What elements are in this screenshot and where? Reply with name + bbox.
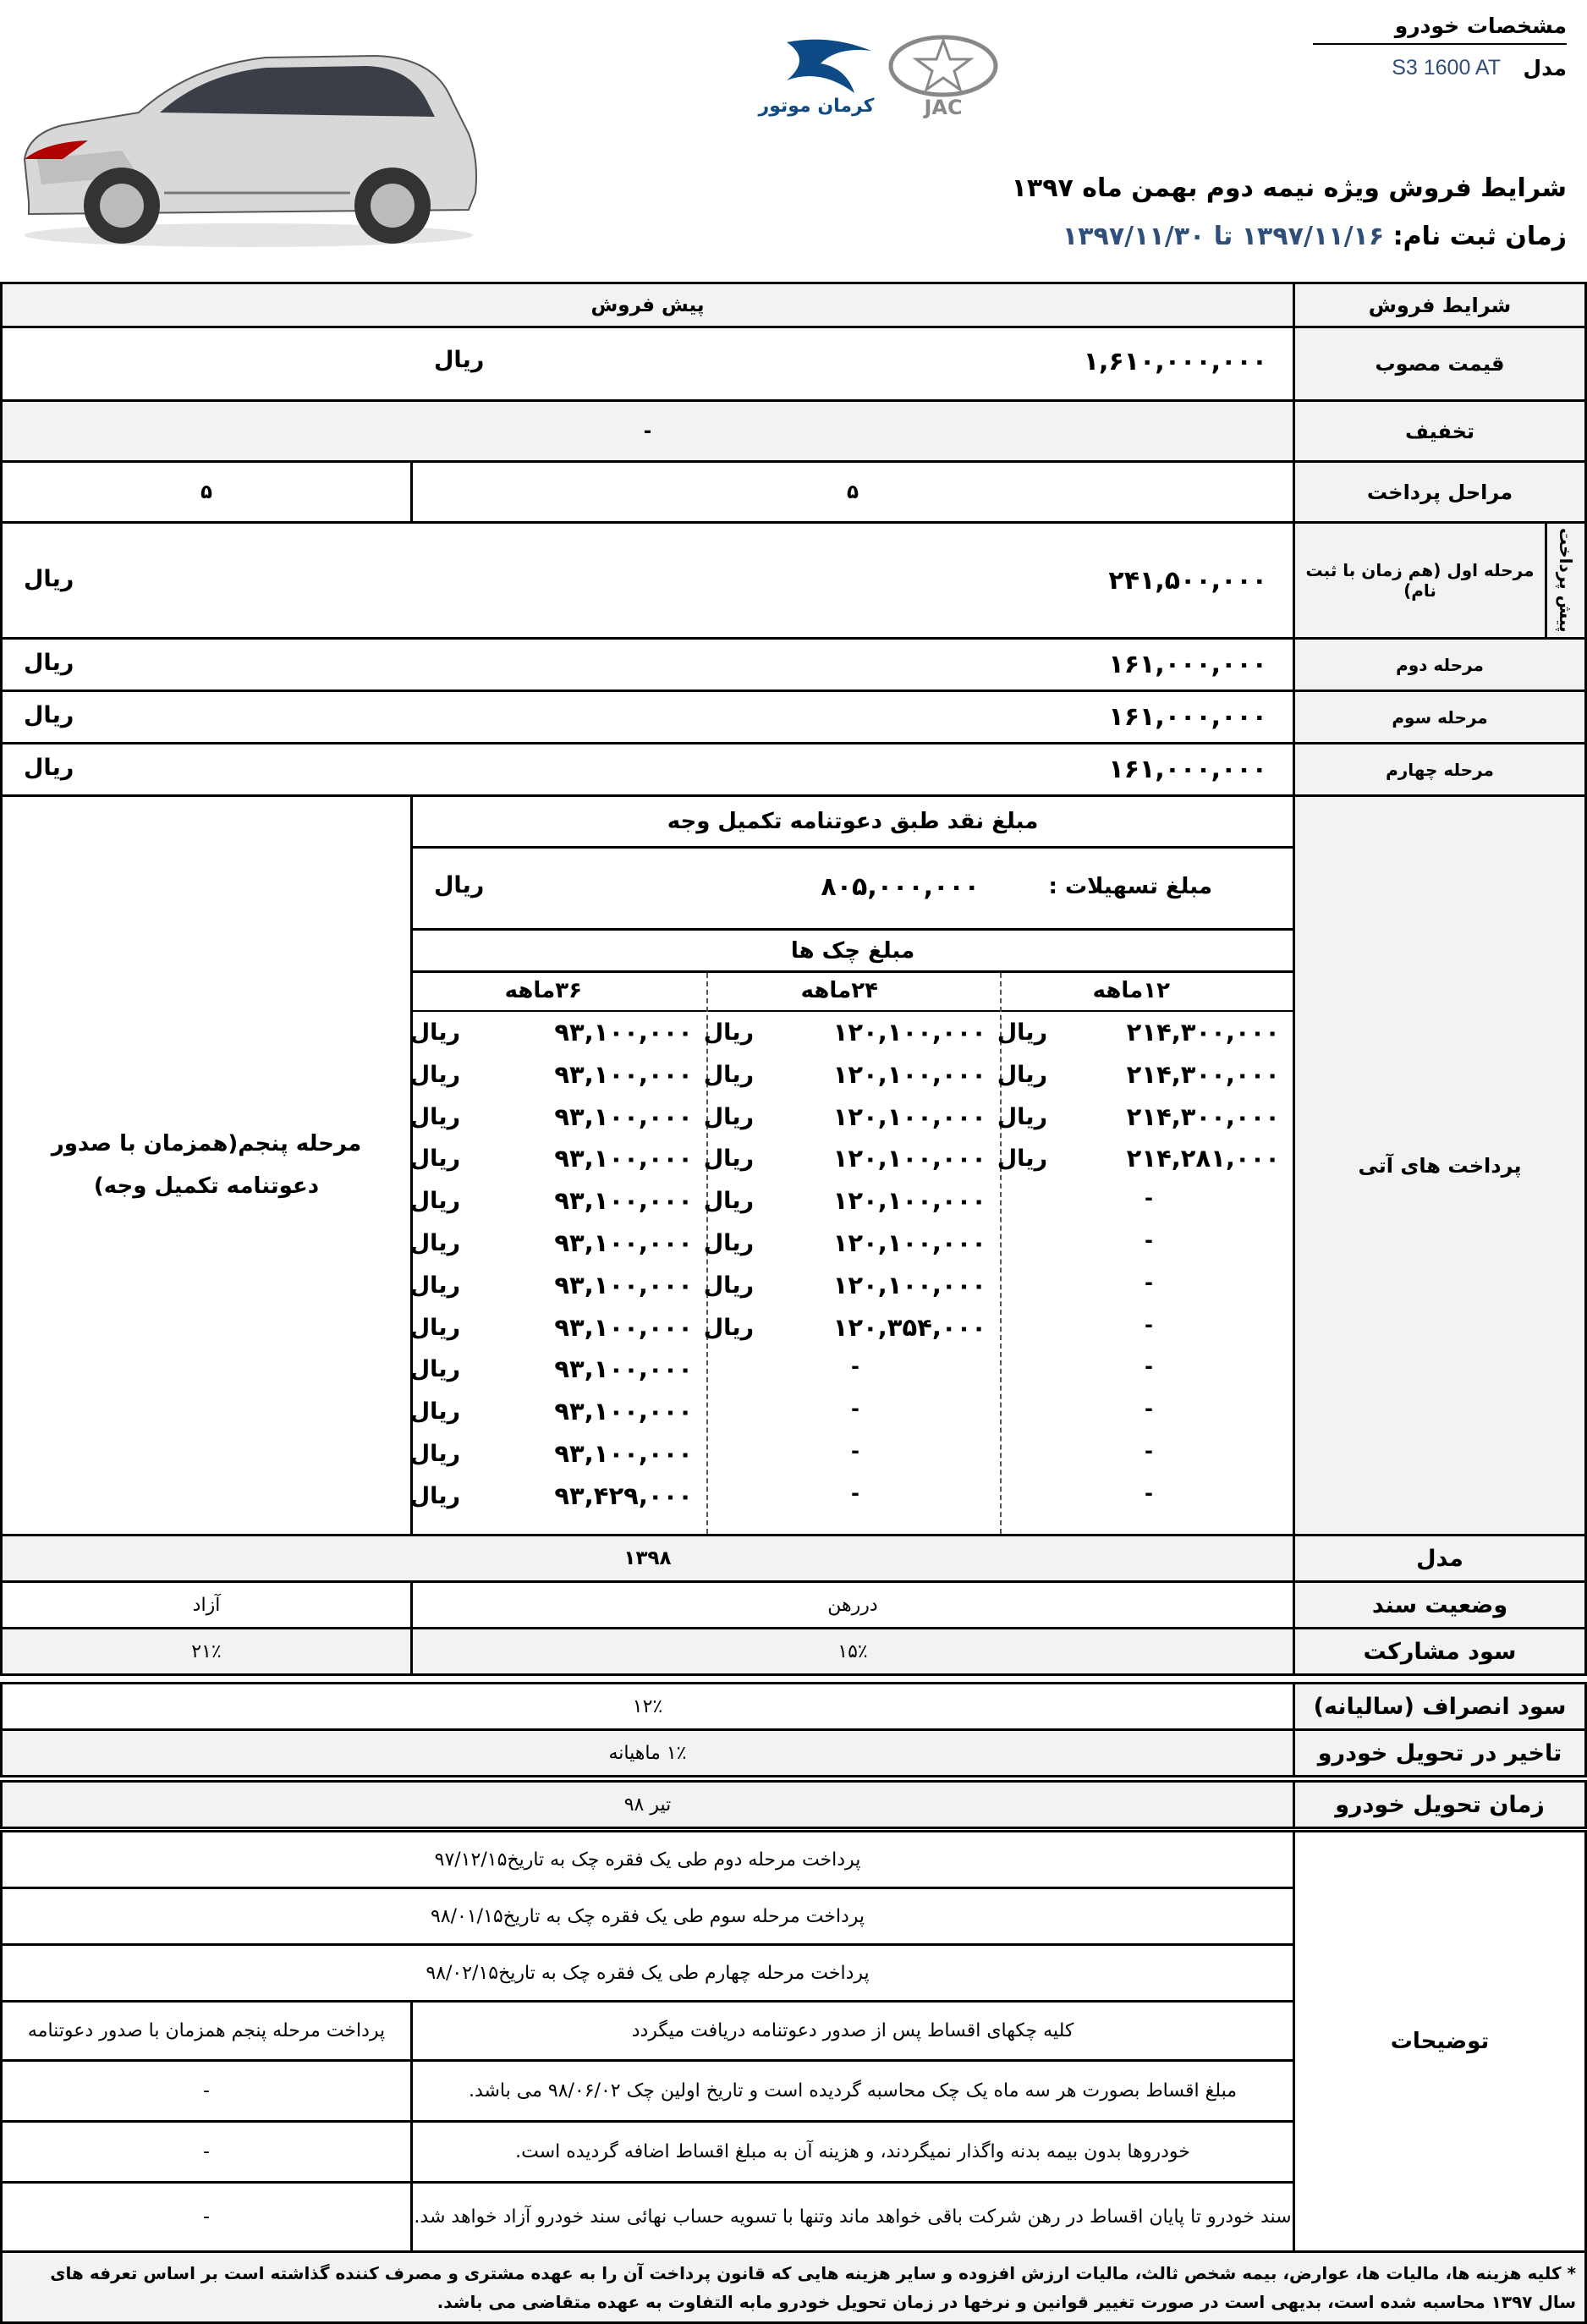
cheque-currency: ریال [703,1314,754,1341]
model-year: ۱۳۹۸ [0,1534,1295,1583]
cheque-value: ۹۳,۱۰۰,۰۰۰ [554,1439,693,1468]
cheque-currency: ریال [409,1482,460,1509]
label-future-payments: پرداخت های آتی [1293,794,1587,1536]
label-delivery-time: زمان تحویل خودرو [1293,1780,1587,1829]
cheques-label: مبلغ چک ها [413,931,1293,973]
stage1-cell [0,521,1295,640]
cheque-value: ۹۳,۱۰۰,۰۰۰ [554,1102,693,1131]
cheque-value: - [1145,1481,1153,1505]
doc-status-a: دررهن [410,1580,1295,1629]
payment-stages-a: ۵ [410,460,1295,524]
cheque-value: ۹۳,۱۰۰,۰۰۰ [554,1270,693,1299]
cheque-value: - [851,1397,859,1421]
label-model-year: مدل [1293,1534,1587,1583]
delivery-time: تیر ۹۸ [0,1780,1295,1829]
facility-currency: ریال [434,872,485,898]
note-item: خودروها بدون بیمه بدنه واگذار نمیگردند، و هزینه آن به مبلغ اقساط اضافه گردیده است. [410,2120,1295,2184]
cheque-value: - [1145,1186,1153,1211]
note-right-item: - [0,2059,413,2123]
facility-label: مبلغ تسهیلات : [1048,874,1212,899]
cheque-currency: ریال [997,1103,1047,1130]
jac-logo [884,34,1002,118]
stage2-cell [0,637,1295,692]
label-cancel-profit: سود انصراف (سالیانه) [1293,1682,1587,1731]
label-profit: سود مشارکت [1293,1627,1587,1676]
sales-table [0,282,1587,2324]
kerman-motor-logo [753,34,880,118]
doc-status-b: آزاد [0,1580,413,1629]
cheque-currency: ریال [409,1441,460,1467]
cheque-currency: ریال [997,1061,1047,1088]
label-approved-price: قیمت مصوب [1293,326,1587,402]
cheque-currency: ریال [409,1230,460,1256]
cheque-value: - [1145,1270,1153,1294]
cheque-currency: ریال [997,1019,1047,1046]
stage4-currency: ریال [24,755,74,781]
discount-value: - [0,399,1295,463]
col-divider-2 [1000,973,1002,1534]
cheque-value: ۱۲۰,۱۰۰,۰۰۰ [832,1270,986,1299]
facility-cell [410,846,1295,931]
note-item: پرداخت مرحله سوم طی یک فقره چک به تاریخ۹۸/۰۱/۱۵ [0,1887,1295,1946]
cheque-currency: ریال [703,1061,754,1088]
registration-dates: ۱۳۹۷/۱۱/۱۶ تا ۱۳۹۷/۱۱/۳۰ [1062,222,1385,251]
delivery-delay: ۱٪ ماهیانه [0,1728,1295,1777]
cheque-value: ۲۱۴,۳۰۰,۰۰۰ [1126,1018,1280,1047]
cheque-currency: ریال [409,1188,460,1215]
facility-value: ۸۰۵,۰۰۰,۰۰۰ [821,872,980,902]
label-doc-status: وضعیت سند [1293,1580,1587,1629]
stage3-currency: ریال [24,702,74,728]
model-label: مدل [1523,56,1567,80]
stage3-cell [0,690,1295,744]
cheque-value: ۱۲۰,۱۰۰,۰۰۰ [832,1059,986,1089]
col-36-months: ۳۶ماهه [504,978,582,1003]
cheque-value: - [1145,1312,1153,1337]
cheque-currency: ریال [409,1146,460,1173]
cheque-value: - [1145,1397,1153,1421]
cheque-value: ۹۳,۱۰۰,۰۰۰ [554,1354,693,1384]
approved-price-cell [0,326,1295,402]
cheque-value: ۹۳,۱۰۰,۰۰۰ [554,1397,693,1426]
svg-text:JAC: JAC [924,96,963,118]
label-delivery-delay: تاخیر در تحویل خودرو [1293,1728,1587,1777]
cheques-block [410,928,1295,1536]
cheque-value: ۹۳,۱۰۰,۰۰۰ [554,1144,693,1173]
cheque-value: - [851,1481,859,1505]
label-prepayment: پیش پرداخت [1545,521,1587,640]
profit-a: ۱۵٪ [410,1627,1295,1676]
cheque-currency: ریال [409,1398,460,1426]
cancel-profit: ۱۲٪ [0,1682,1295,1731]
cheques-header [413,973,1293,1012]
cheque-currency: ریال [409,1356,460,1383]
svg-text:کرمان موتور: کرمان موتور [758,96,875,117]
col-12-months: ۱۲ماهه [1092,978,1170,1003]
cheque-currency: ریال [703,1230,754,1256]
approved-price-currency: ریال [434,347,485,373]
stage2-currency: ریال [24,650,74,676]
stage1-value: ۲۴۱,۵۰۰,۰۰۰ [1108,566,1267,596]
spec-title: مشخصات خودرو [1313,14,1567,45]
cheque-value: - [1145,1439,1153,1463]
label-stage4: مرحله چهارم [1293,742,1587,797]
cheque-value: ۱۲۰,۳۵۴,۰۰۰ [832,1312,986,1342]
note-right-item: - [0,2181,413,2253]
cheque-value: ۱۲۰,۱۰۰,۰۰۰ [832,1102,986,1131]
note-item: پرداخت مرحله دوم طی یک فقره چک به تاریخ۹۷/۱۲/۱۵ [0,1830,1295,1889]
conditions-title: شرایط فروش ویژه نیمه دوم بهمن ماه ۱۳۹۷ [1011,173,1567,203]
cheque-value: - [1145,1228,1153,1252]
stage2-value: ۱۶۱,۰۰۰,۰۰۰ [1108,650,1267,679]
cheque-value: ۹۳,۱۰۰,۰۰۰ [554,1186,693,1216]
model-value: S3 1600 AT [1392,56,1501,80]
col-24-months: ۲۴ماهه [800,978,878,1003]
cash-label: مبلغ نقد طبق دعوتنامه تکمیل وجه [410,794,1295,849]
cheque-currency: ریال [409,1272,460,1299]
stage4-cell [0,742,1295,797]
label-notes: توضیحات [1293,1830,1587,2253]
cheque-value: ۱۲۰,۱۰۰,۰۰۰ [832,1018,986,1047]
stage3-value: ۱۶۱,۰۰۰,۰۰۰ [1108,702,1267,732]
cheque-value: ۹۳,۴۲۹,۰۰۰ [554,1481,693,1510]
registration-line [1063,222,1567,251]
cheque-currency: ریال [703,1146,754,1173]
payment-stages-b: ۵ [0,460,413,524]
cheque-currency: ریال [997,1146,1047,1173]
label-discount: تخفیف [1293,399,1587,463]
note-item: کلیه چکهای اقساط پس از صدور دعوتنامه دریافت میگردد [410,2000,1295,2062]
cheque-value: - [851,1439,859,1463]
cheque-value: ۹۳,۱۰۰,۰۰۰ [554,1312,693,1342]
cheque-currency: ریال [409,1019,460,1046]
cheque-value: ۹۳,۱۰۰,۰۰۰ [554,1059,693,1089]
cheque-value: ۱۲۰,۱۰۰,۰۰۰ [832,1144,986,1173]
stage1-currency: ریال [24,566,74,592]
stage4-value: ۱۶۱,۰۰۰,۰۰۰ [1108,755,1267,784]
label-stage2: مرحله دوم [1293,637,1587,692]
registration-label: زمان ثبت نام: [1392,222,1567,251]
cheque-value: - [851,1354,859,1379]
stage5-label: مرحله پنجم(همزمان با صدور دعوتنامه تکمیل وجه) [0,794,413,1536]
approved-price: ۱,۶۱۰,۰۰۰,۰۰۰ [1083,347,1267,376]
cheque-currency: ریال [703,1188,754,1215]
cheque-value: ۹۳,۱۰۰,۰۰۰ [554,1228,693,1257]
label-stage1: مرحله اول (هم زمان با ثبت نام) [1293,521,1547,640]
car-image [12,32,486,252]
footnote: * کلیه هزینه ها، مالیات ها، عوارض، بیمه شخص ثالث، مالیات ارزش افزوده و سایر هزینه هایی که قانون پرداخت آن را به عهده مشتری و مصرف کننده گذاشته است بر اساس تعرفه های سال ۱۳۹۷ محاسبه شده است، بدیهی است در صورت تغییر قوانین و نرخها در زمان تحویل خودرو مابه التفاوت به عهده متقاضی می باشد. [0,2250,1587,2324]
cheque-currency: ریال [703,1019,754,1046]
cheque-currency: ریال [409,1061,460,1088]
note-item: مبلغ اقساط بصورت هر سه ماه یک چک محاسبه گردیده است و تاریخ اولین چک ۹۸/۰۶/۰۲ می باشد. [410,2059,1295,2123]
cheque-value: ۲۱۴,۲۸۱,۰۰۰ [1126,1144,1280,1173]
cheque-value: - [1145,1354,1153,1379]
profit-b: ۲۱٪ [0,1627,413,1676]
cheque-value: ۱۲۰,۱۰۰,۰۰۰ [832,1186,986,1216]
sale-type: پیش فروش [0,282,1295,328]
cheque-currency: ریال [409,1103,460,1130]
label-payment-stages: مراحل پرداخت [1293,460,1587,524]
cheque-currency: ریال [703,1103,754,1130]
note-item: پرداخت مرحله چهارم طی یک فقره چک به تاریخ۹۸/۰۲/۱۵ [0,1943,1295,2003]
label-stage3: مرحله سوم [1293,690,1587,744]
cheque-value: ۲۱۴,۳۰۰,۰۰۰ [1126,1102,1280,1131]
cheque-value: ۹۳,۱۰۰,۰۰۰ [554,1018,693,1047]
note-right-item: - [0,2120,413,2184]
note-right-item: پرداخت مرحله پنجم همزمان با صدور دعوتنامه [0,2000,413,2062]
cheque-currency: ریال [703,1272,754,1299]
label-sale-conditions: شرایط فروش [1293,282,1587,328]
cheque-value: ۱۲۰,۱۰۰,۰۰۰ [832,1228,986,1257]
cheque-value: ۲۱۴,۳۰۰,۰۰۰ [1126,1059,1280,1089]
cheque-currency: ریال [409,1314,460,1341]
note-item: سند خودرو تا پایان اقساط در رهن شرکت باقی خواهد ماند وتنها با تسویه حساب نهائی سند خودرو آزاد خواهد شد. [410,2181,1295,2253]
